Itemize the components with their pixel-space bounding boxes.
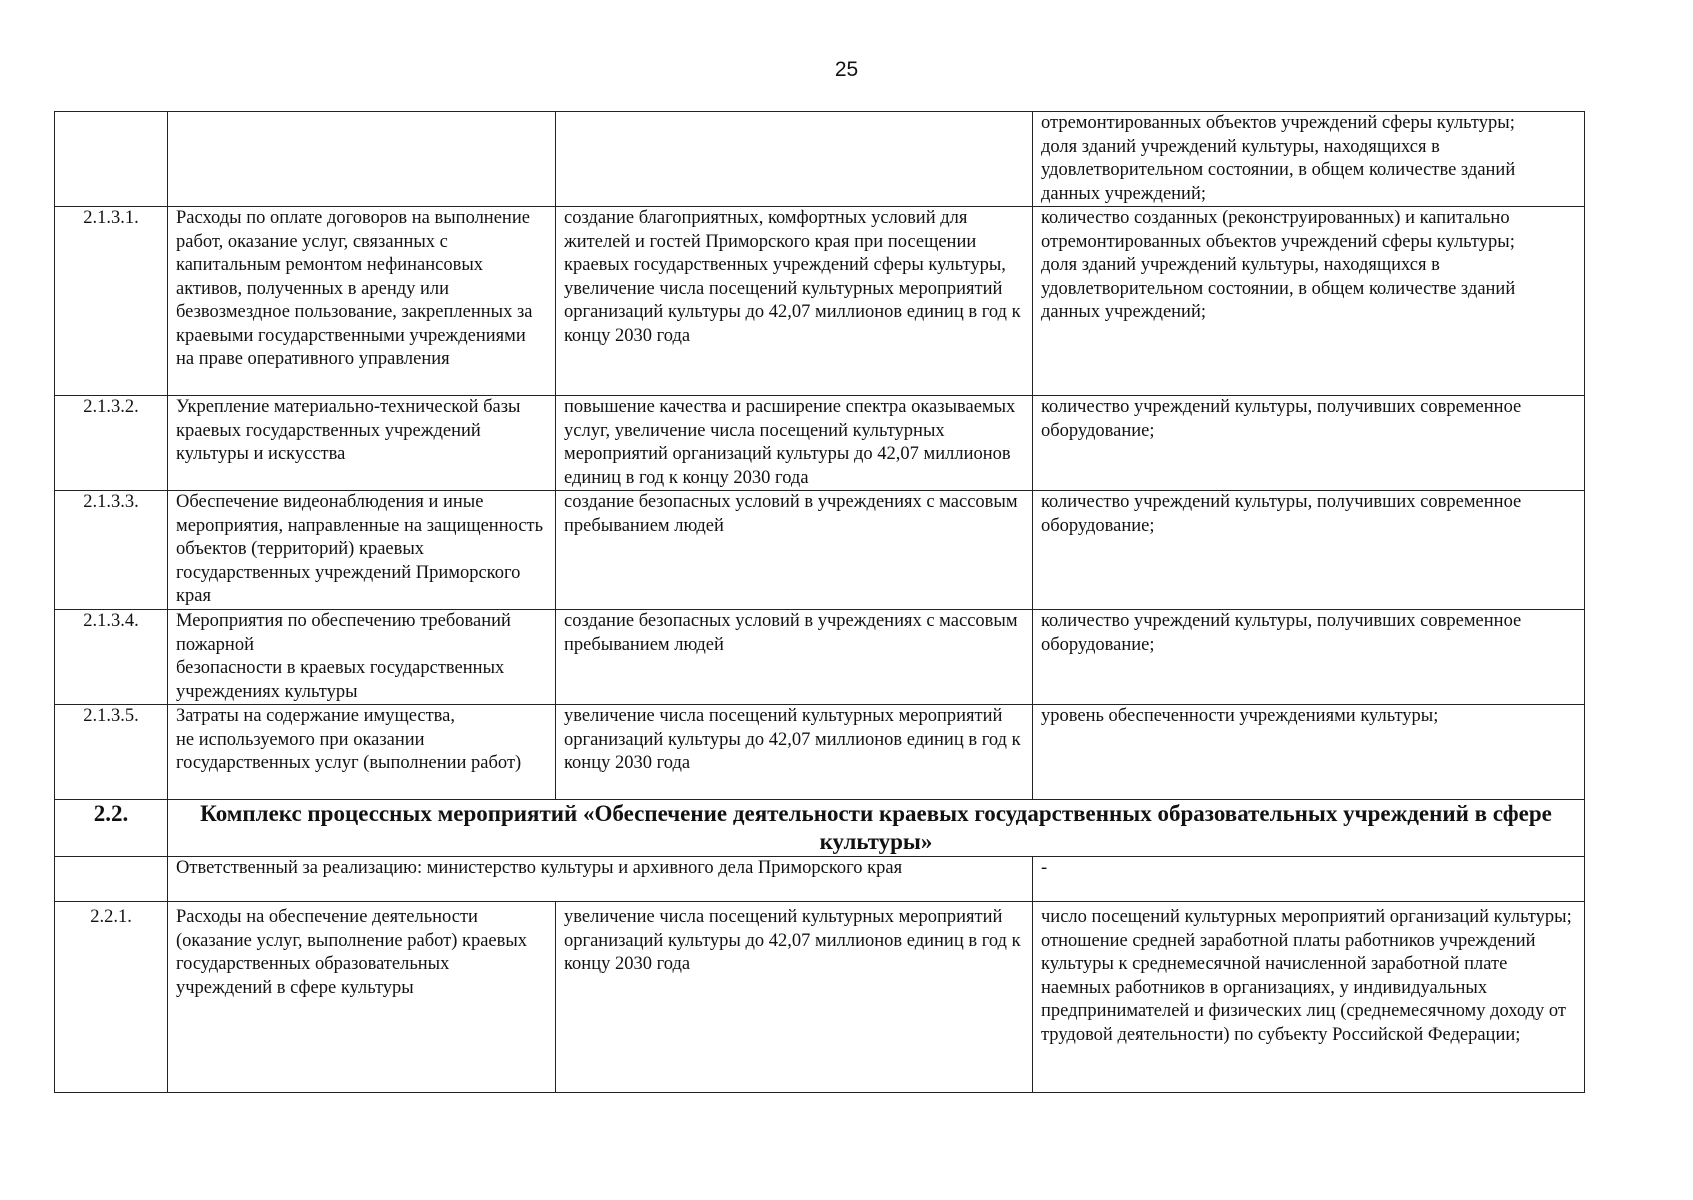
expected-result: создание безопасных условий в учреждениях с массовым пребыванием людей [556,491,1033,610]
indicator: отремонтированных объектов учреждений сферы культуры; доля зданий учреждений культуры, находящихся в удовлетворительном состоянии, в общем количестве зданий данных учреждений; [1033,112,1585,207]
activities-table [54,111,1585,1093]
indicator: количество созданных (реконструированных) и капитально отремонтированных объектов учреждений сферы культуры; доля зданий учреждений культуры, находящихся в удовлетворительном состоянии, в общем количестве зданий данных учреждений; [1033,207,1585,396]
empty-cell [55,857,168,902]
indicator: количество учреждений культуры, получивших современное оборудование; [1033,491,1585,610]
expected-result: увеличение числа посещений культурных мероприятий организаций культуры до 42,07 миллионов единиц в год к концу 2030 года [556,902,1033,1093]
activity-name: Мероприятия по обеспечению требований пожарной безопасности в краевых государственных учреждениях культуры [168,610,556,705]
table-row [55,705,1585,800]
row-number: 2.1.3.1. [55,207,168,396]
table-row [55,902,1585,1093]
responsible-text: Ответственный за реализацию: министерство культуры и архивного дела Приморского края [168,857,1033,902]
responsible-row [55,857,1585,902]
table-row [55,491,1585,610]
expected-result: создание безопасных условий в учреждениях с массовым пребыванием людей [556,610,1033,705]
row-number: 2.1.3.5. [55,705,168,800]
page-number: 25 [834,58,859,81]
table-row [55,112,1585,207]
expected-result: создание благоприятных, комфортных условий для жителей и гостей Приморского края при посещении краевых государственных учреждений сферы культуры, увеличение числа посещений культурных мероприятий организаций культуры до 42,07 миллионов единиц в год к концу 2030 года [556,207,1033,396]
expected-result: повышение качества и расширение спектра оказываемых услуг, увеличение числа посещений культурных мероприятий организаций культуры до 42,07 миллионов единиц в год к концу 2030 года [556,396,1033,491]
expected-result [556,112,1033,207]
expected-result: увеличение числа посещений культурных мероприятий организаций культуры до 42,07 миллионов единиц в год к концу 2030 года [556,705,1033,800]
row-number: 2.2.1. [55,902,168,1093]
section-title: Комплекс процессных мероприятий «Обеспечение деятельности краевых государственных образовательных учреждений в сфере культуры» [168,800,1585,857]
indicator: число посещений культурных мероприятий организаций культуры; отношение средней заработной платы работников учреждений культуры к среднемесячной начисленной заработной плате наемных работников в организациях, у индивидуальных предпринимателей и физических лиц (среднемесячному доходу от трудовой деятельности) по субъекту Российской Федерации; [1033,902,1585,1093]
activity-name [168,112,556,207]
section-header-row [55,800,1585,857]
row-number [55,112,168,207]
table-row [55,396,1585,491]
activity-name: Расходы по оплате договоров на выполнение работ, оказание услуг, связанных с капитальным ремонтом нефинансовых активов, полученных в аренду или безвозмездное пользование, закрепленных за краевыми государственными учреждениями на праве оперативного управления [168,207,556,396]
responsible-indicator: - [1033,857,1585,902]
activity-name: Обеспечение видеонаблюдения и иные мероприятия, направленные на защищенность объектов (территорий) краевых государственных учреждений Приморского края [168,491,556,610]
activity-name: Расходы на обеспечение деятельности (оказание услуг, выполнение работ) краевых государственных образовательных учреждений в сфере культуры [168,902,556,1093]
activity-name: Укрепление материально-технической базы краевых государственных учреждений культуры и искусства [168,396,556,491]
table-row [55,207,1585,396]
row-number: 2.1.3.2. [55,396,168,491]
row-number: 2.1.3.4. [55,610,168,705]
row-number: 2.1.3.3. [55,491,168,610]
section-number: 2.2. [55,800,168,857]
indicator: количество учреждений культуры, получивших современное оборудование; [1033,610,1585,705]
activity-name: Затраты на содержание имущества, не используемого при оказании государственных услуг (выполнении работ) [168,705,556,800]
table-row [55,610,1585,705]
indicator: количество учреждений культуры, получивших современное оборудование; [1033,396,1585,491]
indicator: уровень обеспеченности учреждениями культуры; [1033,705,1585,800]
